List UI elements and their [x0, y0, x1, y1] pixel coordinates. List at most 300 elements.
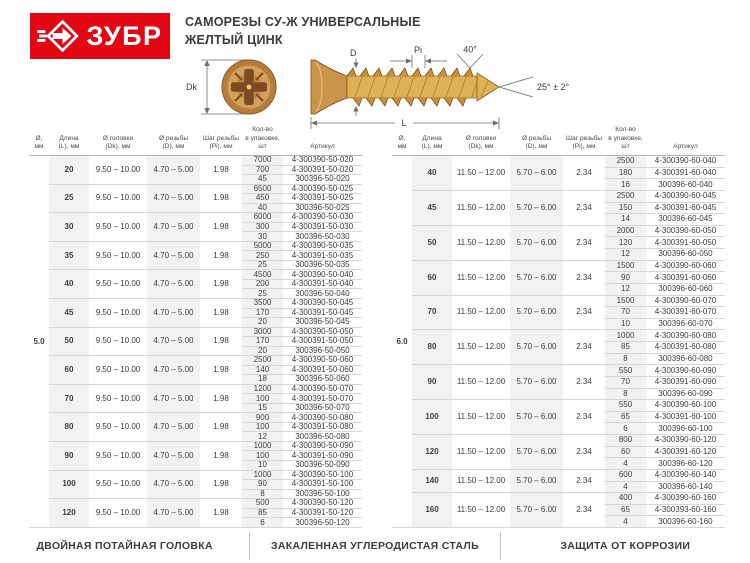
- table-row: [29, 413, 362, 423]
- head-diameter-cell: 9.50 – 10.00: [89, 156, 147, 185]
- length-cell: 70: [412, 295, 452, 330]
- zubr-logo: [30, 13, 170, 59]
- quantity-cell: 2500: [242, 356, 283, 366]
- quantity-cell: 550: [605, 400, 646, 412]
- article-cell: 4-300390-60-120: [646, 435, 725, 447]
- quantity-cell: 10: [242, 461, 283, 471]
- head-diameter-cell: 9.50 – 10.00: [89, 298, 147, 327]
- quantity-cell: 4: [605, 458, 646, 470]
- length-cell: 80: [412, 330, 452, 365]
- quantity-cell: 65: [605, 504, 646, 516]
- quantity-cell: 550: [605, 365, 646, 377]
- length-cell: 160: [412, 493, 452, 528]
- length-cell: 50: [49, 327, 89, 356]
- brand-name: ЗУБР: [86, 20, 163, 51]
- quantity-cell: 85: [605, 342, 646, 354]
- article-cell: 300396-50-050: [283, 346, 362, 356]
- article-cell: 4-300391-60-090: [646, 376, 725, 388]
- length-cell: 60: [49, 356, 89, 385]
- page-title: [185, 14, 421, 49]
- quantity-cell: 3000: [242, 327, 283, 337]
- quantity-cell: 6000: [242, 213, 283, 223]
- screw-head-top-view: [186, 60, 276, 114]
- article-cell: 300396-60-060: [646, 283, 725, 295]
- quantity-cell: 18: [242, 375, 283, 385]
- head-diameter-cell: 11.50 – 12.00: [452, 330, 510, 365]
- article-cell: 4-300390-50-035: [283, 241, 362, 251]
- table-row: [29, 356, 362, 366]
- article-cell: 300396-50-090: [283, 461, 362, 471]
- article-cell: 4-300391-60-060: [646, 272, 725, 284]
- article-cell: 300396-60-080: [646, 353, 725, 365]
- quantity-cell: 250: [242, 251, 283, 261]
- table-row: [29, 499, 362, 509]
- head-diameter-cell: 11.50 – 12.00: [452, 260, 510, 295]
- quantity-cell: 1500: [605, 295, 646, 307]
- d-label: D: [350, 48, 357, 58]
- thread-diameter-cell: 5.70 – 6.00: [510, 365, 563, 400]
- article-cell: 300396-60-070: [646, 318, 725, 330]
- quantity-cell: 15: [242, 403, 283, 413]
- screw-dimension-diagram: [185, 45, 595, 137]
- quantity-cell: 85: [242, 508, 283, 518]
- article-cell: 4-300390-50-100: [283, 470, 362, 480]
- table-row: [29, 441, 362, 451]
- thread-diameter-cell: 4.70 – 5.00: [147, 184, 200, 213]
- article-cell: 300396-50-080: [283, 432, 362, 442]
- article-cell: 4-300391-50-020: [283, 165, 362, 175]
- spec-table-diameter-5: [29, 126, 362, 528]
- article-cell: 300396-50-035: [283, 260, 362, 270]
- table-row: [392, 365, 725, 377]
- column-header: Артикул: [283, 126, 362, 156]
- thread-pitch-cell: 2.34: [563, 295, 605, 330]
- quantity-cell: 180: [605, 167, 646, 179]
- quantity-cell: 100: [242, 422, 283, 432]
- feature-corrosion-protection: ЗАЩИТА ОТ КОРРОЗИИ: [500, 532, 750, 560]
- quantity-cell: 60: [605, 446, 646, 458]
- table-row: [29, 156, 362, 166]
- article-cell: 4-300391-60-070: [646, 307, 725, 319]
- length-cell: 50: [412, 225, 452, 260]
- article-cell: 4-300391-50-045: [283, 308, 362, 318]
- article-cell: 4-300391-60-050: [646, 237, 725, 249]
- thread-diameter-cell: 4.70 – 5.00: [147, 441, 200, 470]
- table-row: [392, 156, 725, 168]
- article-cell: 4-300391-50-050: [283, 337, 362, 347]
- thread-diameter-cell: 4.70 – 5.00: [147, 499, 200, 528]
- thread-angle-label: 40°: [463, 45, 477, 55]
- head-diameter-cell: 9.50 – 10.00: [89, 270, 147, 299]
- length-cell: 20: [49, 156, 89, 185]
- head-diameter-cell: 9.50 – 10.00: [89, 327, 147, 356]
- length-cell: 25: [49, 184, 89, 213]
- table-row: [392, 190, 725, 202]
- quantity-cell: 3500: [242, 298, 283, 308]
- thread-diameter-cell: 5.70 – 6.00: [510, 260, 563, 295]
- quantity-cell: 30: [242, 232, 283, 242]
- thread-pitch-cell: 2.34: [563, 330, 605, 365]
- table-row: [29, 298, 362, 308]
- column-header: Кол-во в упаковке, шт: [605, 126, 646, 156]
- thread-diameter-cell: 4.70 – 5.00: [147, 241, 200, 270]
- article-cell: 4-300390-50-060: [283, 356, 362, 366]
- thread-diameter-cell: 4.70 – 5.00: [147, 298, 200, 327]
- quantity-cell: 8: [242, 489, 283, 499]
- quantity-cell: 1200: [242, 384, 283, 394]
- thread-diameter-cell: 5.70 – 6.00: [510, 493, 563, 528]
- quantity-cell: 5000: [242, 241, 283, 251]
- head-diameter-cell: 9.50 – 10.00: [89, 441, 147, 470]
- thread-pitch-cell: 1.98: [200, 499, 242, 528]
- article-cell: 4-300391-50-070: [283, 394, 362, 404]
- table-row: [392, 493, 725, 505]
- thread-pitch-cell: 2.34: [563, 190, 605, 225]
- quantity-cell: 8: [605, 388, 646, 400]
- article-cell: 4-300390-50-040: [283, 270, 362, 280]
- article-cell: 4-300393-60-160: [646, 504, 725, 516]
- quantity-cell: 4: [605, 516, 646, 528]
- head-diameter-cell: 11.50 – 12.00: [452, 469, 510, 492]
- quantity-cell: 300: [242, 222, 283, 232]
- table-row: [392, 400, 725, 412]
- article-cell: 4-300391-50-090: [283, 451, 362, 461]
- column-header: Шаг резьбы (Pi), мм: [563, 126, 605, 156]
- quantity-cell: 170: [242, 337, 283, 347]
- article-cell: 4-300390-60-050: [646, 225, 725, 237]
- article-cell: 300396-60-090: [646, 388, 725, 400]
- feature-double-countersunk-head: ДВОЙНАЯ ПОТАЙНАЯ ГОЛОВКА: [36, 540, 213, 552]
- thread-pitch-cell: 2.34: [563, 225, 605, 260]
- thread-diameter-cell: 5.70 – 6.00: [510, 330, 563, 365]
- quantity-cell: 12: [605, 283, 646, 295]
- head-diameter-cell: 11.50 – 12.00: [452, 435, 510, 470]
- thread-diameter-cell: 4.70 – 5.00: [147, 156, 200, 185]
- spec-table-diameter-6: [392, 126, 725, 528]
- length-cell: 45: [49, 298, 89, 327]
- article-cell: 300396-60-050: [646, 249, 725, 261]
- column-header: Шаг резьбы (Pi), мм: [200, 126, 242, 156]
- head-diameter-cell: 9.50 – 10.00: [89, 213, 147, 242]
- feature-footer: [0, 532, 750, 560]
- article-cell: 4-300390-60-080: [646, 330, 725, 342]
- quantity-cell: 800: [605, 435, 646, 447]
- quantity-cell: 45: [242, 175, 283, 185]
- quantity-cell: 1000: [242, 470, 283, 480]
- thread-pitch-cell: 1.98: [200, 356, 242, 385]
- thread-pitch-cell: 1.98: [200, 298, 242, 327]
- article-cell: 4-300391-60-040: [646, 167, 725, 179]
- quantity-cell: 2000: [605, 225, 646, 237]
- article-cell: 300396-50-030: [283, 232, 362, 242]
- thread-pitch-cell: 1.98: [200, 470, 242, 499]
- quantity-cell: 2500: [605, 190, 646, 202]
- column-header: Ø, мм: [29, 126, 49, 156]
- quantity-cell: 6: [605, 423, 646, 435]
- article-cell: 4-300391-50-025: [283, 194, 362, 204]
- table-row: [392, 469, 725, 481]
- quantity-cell: 150: [605, 202, 646, 214]
- quantity-cell: 70: [605, 376, 646, 388]
- thread-pitch-cell: 2.34: [563, 435, 605, 470]
- column-header: Ø резьбы (D), мм: [147, 126, 200, 156]
- article-cell: 4-300390-60-160: [646, 493, 725, 505]
- column-header: Ø головки (Dk), мм: [452, 126, 510, 156]
- thread-diameter-cell: 5.70 – 6.00: [510, 190, 563, 225]
- thread-diameter-cell: 4.70 – 5.00: [147, 356, 200, 385]
- thread-pitch-cell: 2.34: [563, 365, 605, 400]
- head-diameter-cell: 9.50 – 10.00: [89, 241, 147, 270]
- head-diameter-cell: 9.50 – 10.00: [89, 184, 147, 213]
- zubr-arrow-icon: [37, 18, 79, 54]
- column-header: Ø головки (Dk), мм: [89, 126, 147, 156]
- article-cell: 4-300390-60-100: [646, 400, 725, 412]
- quantity-cell: 20: [242, 346, 283, 356]
- title-line2: ЖЕЛТЫЙ ЦИНК: [185, 32, 283, 47]
- thread-pitch-cell: 1.98: [200, 327, 242, 356]
- thread-diameter-cell: 4.70 – 5.00: [147, 213, 200, 242]
- head-diameter-cell: 9.50 – 10.00: [89, 384, 147, 413]
- article-cell: 4-300391-50-030: [283, 222, 362, 232]
- length-cell: 80: [49, 413, 89, 442]
- article-cell: 300396-50-045: [283, 318, 362, 328]
- quantity-cell: 6500: [242, 184, 283, 194]
- quantity-cell: 8: [605, 353, 646, 365]
- quantity-cell: 170: [242, 308, 283, 318]
- head-diameter-cell: 11.50 – 12.00: [452, 156, 510, 191]
- thread-diameter-cell: 5.70 – 6.00: [510, 469, 563, 492]
- column-header: Артикул: [646, 126, 725, 156]
- diameter-cell: 5.0: [29, 156, 49, 528]
- article-cell: 300396-50-020: [283, 175, 362, 185]
- title-line1: САМОРЕЗЫ СУ-Ж УНИВЕРСАЛЬНЫЕ: [185, 15, 421, 29]
- thread-pitch-cell: 1.98: [200, 241, 242, 270]
- quantity-cell: 500: [242, 499, 283, 509]
- article-cell: 4-300391-60-100: [646, 411, 725, 423]
- table-row: [29, 384, 362, 394]
- quantity-cell: 200: [242, 279, 283, 289]
- head-diameter-cell: 11.50 – 12.00: [452, 400, 510, 435]
- article-cell: 4-300390-60-060: [646, 260, 725, 272]
- head-diameter-cell: 11.50 – 12.00: [452, 225, 510, 260]
- thread-diameter-cell: 5.70 – 6.00: [510, 225, 563, 260]
- table-row: [392, 330, 725, 342]
- column-header: Ø резьбы (D), мм: [510, 126, 563, 156]
- screw-side-view: [311, 60, 499, 114]
- thread-pitch-cell: 1.98: [200, 413, 242, 442]
- pi-label: Pi: [413, 45, 423, 55]
- thread-diameter-cell: 4.70 – 5.00: [147, 413, 200, 442]
- quantity-cell: 12: [605, 249, 646, 261]
- thread-diameter-cell: 5.70 – 6.00: [510, 400, 563, 435]
- header-row: [29, 126, 362, 156]
- quantity-cell: 16: [605, 179, 646, 191]
- head-diameter-cell: 11.50 – 12.00: [452, 295, 510, 330]
- thread-pitch-cell: 1.98: [200, 213, 242, 242]
- thread-pitch-cell: 1.98: [200, 184, 242, 213]
- table-row: [392, 225, 725, 237]
- quantity-cell: 90: [242, 480, 283, 490]
- head-diameter-cell: 11.50 – 12.00: [452, 190, 510, 225]
- article-cell: 4-300391-60-120: [646, 446, 725, 458]
- quantity-cell: 70: [605, 307, 646, 319]
- quantity-cell: 2500: [605, 156, 646, 168]
- thread-pitch-cell: 2.34: [563, 260, 605, 295]
- thread-pitch-cell: 2.34: [563, 493, 605, 528]
- quantity-cell: 120: [605, 237, 646, 249]
- table-row: [29, 213, 362, 223]
- quantity-cell: 600: [605, 469, 646, 481]
- quantity-cell: 1000: [242, 441, 283, 451]
- article-cell: 4-300391-50-035: [283, 251, 362, 261]
- head-diameter-cell: 11.50 – 12.00: [452, 365, 510, 400]
- quantity-cell: 4500: [242, 270, 283, 280]
- article-cell: 300396-60-120: [646, 458, 725, 470]
- article-cell: 300396-60-100: [646, 423, 725, 435]
- article-cell: 4-300391-60-045: [646, 202, 725, 214]
- point-angle-label: 25° ± 2°: [537, 82, 570, 92]
- quantity-cell: 40: [242, 203, 283, 213]
- article-cell: 4-300391-50-060: [283, 365, 362, 375]
- quantity-cell: 6: [242, 518, 283, 528]
- quantity-cell: 100: [242, 451, 283, 461]
- article-cell: 4-300390-50-030: [283, 213, 362, 223]
- length-cell: 100: [49, 470, 89, 499]
- quantity-cell: 450: [242, 194, 283, 204]
- article-cell: 4-300390-50-070: [283, 384, 362, 394]
- length-cell: 60: [412, 260, 452, 295]
- table-row: [29, 270, 362, 280]
- table-row: [29, 327, 362, 337]
- length-label: L: [401, 118, 407, 128]
- quantity-cell: 7000: [242, 156, 283, 166]
- length-cell: 35: [49, 241, 89, 270]
- quantity-cell: 25: [242, 289, 283, 299]
- length-cell: 90: [412, 365, 452, 400]
- article-cell: 300396-60-040: [646, 179, 725, 191]
- article-cell: 300396-50-100: [283, 489, 362, 499]
- quantity-cell: 400: [605, 493, 646, 505]
- article-cell: 300396-50-070: [283, 403, 362, 413]
- quantity-cell: 65: [605, 411, 646, 423]
- length-cell: 90: [49, 441, 89, 470]
- thread-pitch-cell: 1.98: [200, 441, 242, 470]
- diameter-cell: 6.0: [392, 156, 412, 528]
- table-row: [392, 435, 725, 447]
- length-cell: 120: [412, 435, 452, 470]
- length-cell: 40: [412, 156, 452, 191]
- head-diameter-cell: 9.50 – 10.00: [89, 499, 147, 528]
- article-cell: 300396-60-160: [646, 516, 725, 528]
- table-row: [29, 241, 362, 251]
- quantity-cell: 900: [242, 413, 283, 423]
- article-cell: 4-300390-50-050: [283, 327, 362, 337]
- thread-pitch-cell: 2.34: [563, 156, 605, 191]
- article-cell: 4-300390-60-070: [646, 295, 725, 307]
- thread-pitch-cell: 1.98: [200, 270, 242, 299]
- length-cell: 45: [412, 190, 452, 225]
- article-cell: 4-300390-50-045: [283, 298, 362, 308]
- thread-diameter-cell: 5.70 – 6.00: [510, 156, 563, 191]
- thread-diameter-cell: 4.70 – 5.00: [147, 384, 200, 413]
- column-header: Длина (L), мм: [49, 126, 89, 156]
- quantity-cell: 1500: [605, 260, 646, 272]
- article-cell: 4-300390-50-090: [283, 441, 362, 451]
- thread-diameter-cell: 5.70 – 6.00: [510, 295, 563, 330]
- column-header: Длина (L), мм: [412, 126, 452, 156]
- quantity-cell: 4: [605, 481, 646, 493]
- column-header: Ø, мм: [392, 126, 412, 156]
- thread-pitch-cell: 1.98: [200, 384, 242, 413]
- column-header: Кол-во в упаковке, шт: [242, 126, 283, 156]
- thread-pitch-cell: 2.34: [563, 400, 605, 435]
- article-cell: 4-300391-50-080: [283, 422, 362, 432]
- head-diameter-cell: 9.50 – 10.00: [89, 413, 147, 442]
- article-cell: 4-300390-60-045: [646, 190, 725, 202]
- article-cell: 4-300390-60-090: [646, 365, 725, 377]
- article-cell: 300396-50-025: [283, 203, 362, 213]
- table-header-row: [392, 126, 725, 156]
- quantity-cell: 1000: [605, 330, 646, 342]
- thread-diameter-cell: 4.70 – 5.00: [147, 470, 200, 499]
- article-cell: 4-300390-50-120: [283, 499, 362, 509]
- thread-diameter-cell: 4.70 – 5.00: [147, 327, 200, 356]
- table-row: [29, 470, 362, 480]
- table-row: [29, 184, 362, 194]
- head-diameter-cell: 9.50 – 10.00: [89, 356, 147, 385]
- article-cell: 4-300390-50-025: [283, 184, 362, 194]
- dk-label: Dk: [186, 82, 197, 92]
- feature-hardened-carbon-steel: ЗАКАЛЕННАЯ УГЛЕРОДИСТАЯ СТАЛЬ: [249, 532, 499, 560]
- article-cell: 300396-50-060: [283, 375, 362, 385]
- quantity-cell: 90: [605, 272, 646, 284]
- thread-pitch-cell: 2.34: [563, 469, 605, 492]
- head-diameter-cell: 11.50 – 12.00: [452, 493, 510, 528]
- thread-diameter-cell: 4.70 – 5.00: [147, 270, 200, 299]
- length-cell: 100: [412, 400, 452, 435]
- quantity-cell: 700: [242, 165, 283, 175]
- table-row: [392, 260, 725, 272]
- article-cell: 4-300390-60-040: [646, 156, 725, 168]
- thread-diameter-cell: 5.70 – 6.00: [510, 435, 563, 470]
- article-cell: 4-300390-50-020: [283, 156, 362, 166]
- quantity-cell: 20: [242, 318, 283, 328]
- article-cell: 4-300391-50-040: [283, 279, 362, 289]
- table-header-row: [29, 126, 362, 156]
- article-cell: 4-300391-60-080: [646, 342, 725, 354]
- article-cell: 300396-50-040: [283, 289, 362, 299]
- length-cell: 70: [49, 384, 89, 413]
- article-cell: 4-300391-50-120: [283, 508, 362, 518]
- article-cell: 4-300390-60-140: [646, 469, 725, 481]
- quantity-cell: 100: [242, 394, 283, 404]
- quantity-cell: 14: [605, 214, 646, 226]
- table-row: [392, 295, 725, 307]
- quantity-cell: 12: [242, 432, 283, 442]
- quantity-cell: 25: [242, 260, 283, 270]
- length-cell: 120: [49, 499, 89, 528]
- quantity-cell: 140: [242, 365, 283, 375]
- article-cell: 4-300390-50-080: [283, 413, 362, 423]
- header-row: [392, 126, 725, 156]
- article-cell: 300396-60-045: [646, 214, 725, 226]
- article-cell: 300396-50-120: [283, 518, 362, 528]
- article-cell: 4-300391-50-100: [283, 480, 362, 490]
- length-cell: 30: [49, 213, 89, 242]
- length-cell: 140: [412, 469, 452, 492]
- thread-pitch-cell: 1.98: [200, 156, 242, 185]
- article-cell: 300396-60-140: [646, 481, 725, 493]
